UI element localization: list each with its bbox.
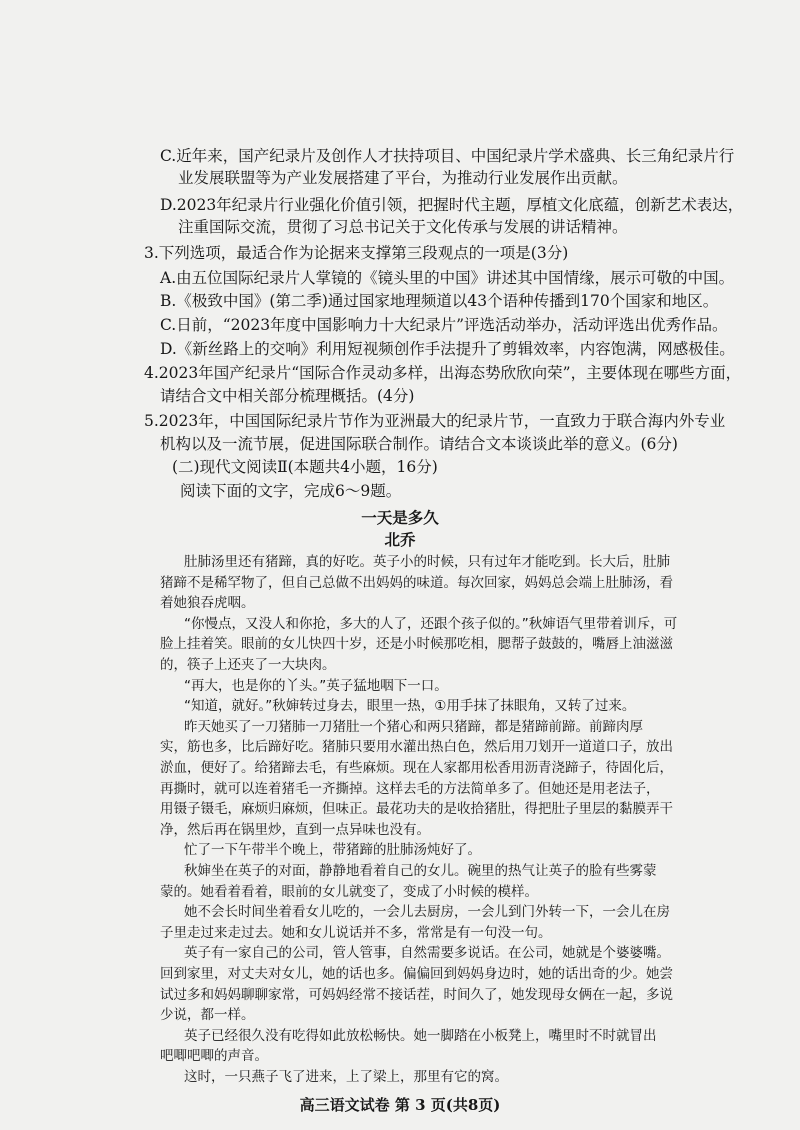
- essay-line-24: 英子已经很久没有吃得如此放松畅快。她一脚踏在小板凳上，嘴里时不时就冒出: [184, 1028, 657, 1044]
- q2-option-d-line1: D.2023年纪录片行业强化价值引领，把握时代主题，厚植文化底蕴，创新艺术表达，: [160, 196, 744, 214]
- q3-stem: 3.下列选项，最适合作为论据来支撑第三段观点的一项是(3分): [144, 244, 569, 262]
- essay-line-25: 吧唧吧唧的声音。: [160, 1048, 268, 1064]
- essay-line-12: 再撕时，就可以连着猪毛一齐撕掉。这样去毛的方法简单多了。但她还是用老法子，: [160, 781, 660, 797]
- essay-line-14: 净，然后再在锅里炒，直到一点异味也没有。: [160, 822, 430, 838]
- q3-option-b: B.《极致中国》(第二季)通过国家地理频道以43个语种传播到170个国家和地区。: [160, 292, 719, 310]
- q4-line1: 4.2023年国产纪录片“国际合作灵动多样，出海态势欣欣向荣”，主要体现在哪些方面，: [144, 364, 742, 382]
- essay-line-20: 英子有一家自己的公司，管人管事，自然需要多说话。在公司，她就是个婆婆嘴。: [184, 945, 670, 961]
- essay-title: 一天是多久: [361, 508, 439, 527]
- q3-option-a: A.由五位国际纪录片人掌镜的《镜头里的中国》讲述其中国情缘，展示可敬的中国。: [160, 269, 735, 287]
- section-heading: (二)现代文阅读Ⅱ(本题共4小题，16分): [172, 458, 438, 476]
- q3-option-d: D.《新丝路上的交响》利用短视频创作手法提升了剪辑效率，内容饱满，网感极佳。: [160, 340, 735, 358]
- essay-line-3: 着她狼吞虎咽。: [160, 595, 255, 611]
- essay-line-13: 用镊子镊毛，麻烦归麻烦，但味正。最花功夫的是收拾猪肚，得把肚子里层的黏膜弄干: [160, 801, 673, 817]
- essay-line-21: 回到家里，对丈夫对女儿，她的话也多。偏偏回到妈妈身边时，她的话出奇的少。她尝: [160, 966, 673, 982]
- essay-line-6: 的，筷子上还夹了一大块肉。: [160, 657, 336, 673]
- q5-line2: 机构以及一流节展，促进国际联合制作。请结合文本谈谈此举的意义。(6分): [160, 435, 678, 453]
- essay-line-16: 秋婶坐在英子的对面，静静地看着自己的女儿。碗里的热气让英子的脸有些雾蒙: [184, 863, 657, 879]
- essay-line-7: “再大，也是你的丫头。”英子猛地咽下一口。: [184, 678, 448, 694]
- page-footer: 高三语文试卷 第 3 页(共8页): [299, 1096, 501, 1114]
- essay-line-8: “知道，就好。”秋婶转过身去，眼里一热，①用手抹了抹眼角，又转了过来。: [184, 698, 636, 714]
- essay-line-11: 淤血，便好了。给猪蹄去毛，有些麻烦。现在人家都用松香用沥青浇蹄子，待固化后，: [160, 760, 673, 776]
- essay-author: 北乔: [384, 530, 416, 549]
- essay-line-26: 这时，一只燕子飞了进来，上了梁上，那里有它的窝。: [184, 1069, 508, 1085]
- q3-option-c: C.日前，“2023年度中国影响力十大纪录片”评选活动举办，活动评选出优秀作品。: [160, 316, 728, 334]
- q2-option-d-line2: 注重国际交流，贯彻了习总书记关于文化传承与发展的讲话精神。: [178, 218, 628, 236]
- q5-line1: 5.2023年，中国国际纪录片节作为亚洲最大的纪录片节，一直致力于联合海内外专业: [144, 412, 726, 430]
- essay-line-23: 少说，都一样。: [160, 1007, 255, 1023]
- essay-line-10: 实，筋也多，比后蹄好吃。猪肺只要用水灌出热白色，然后用刀划开一道道口子，放出: [160, 739, 673, 755]
- essay-line-4: “你慢点，又没人和你抢，多大的人了，还跟个孩子似的。”秋婶语气里带着训斥，可: [184, 616, 678, 632]
- essay-line-5: 脸上挂着笑。眼前的女儿快四十岁，还是小时候那吃相，腮帮子鼓鼓的，嘴唇上油滋滋: [160, 636, 673, 652]
- q2-option-c-line2: 业发展联盟等为产业发展搭建了平台，为推动行业发展作出贡献。: [178, 169, 628, 187]
- essay-line-9: 昨天她买了一刀猪肺一刀猪肚一个猪心和两只猪蹄，都是猪蹄前蹄。前蹄肉厚: [184, 719, 643, 735]
- essay-line-17: 蒙的。她看着看着，眼前的女儿就变了，变成了小时候的模样。: [160, 884, 538, 900]
- q2-option-c-line1: C.近年来，国产纪录片及创作人才扶持项目、中国纪录片学术盛典、长三角纪录片行: [160, 147, 735, 165]
- essay-line-19: 子里走过来走过去。她和女儿说话并不多，常常是有一句没一句。: [160, 925, 552, 941]
- q4-line2: 请结合文中相关部分梳理概括。(4分): [160, 387, 415, 405]
- essay-line-18: 她不会长时间坐着看女儿吃的，一会儿去厨房，一会儿到门外转一下，一会儿在房: [184, 904, 670, 920]
- essay-line-22: 试过多和妈妈聊聊家常，可妈妈经常不接话茬，时间久了，她发现母女俩在一起，多说: [160, 987, 673, 1003]
- section-instruction: 阅读下面的文字，完成6～9题。: [180, 482, 402, 500]
- essay-line-2: 猪蹄不是稀罕物了，但自己总做不出妈妈的味道。每次回家，妈妈总会端上肚肺汤，看: [160, 575, 673, 591]
- essay-line-15: 忙了一下午带半个晚上，带猪蹄的肚肺汤炖好了。: [184, 842, 481, 858]
- essay-line-1: 肚肺汤里还有猪蹄，真的好吃。英子小的时候，只有过年才能吃到。长大后，肚肺: [184, 554, 670, 570]
